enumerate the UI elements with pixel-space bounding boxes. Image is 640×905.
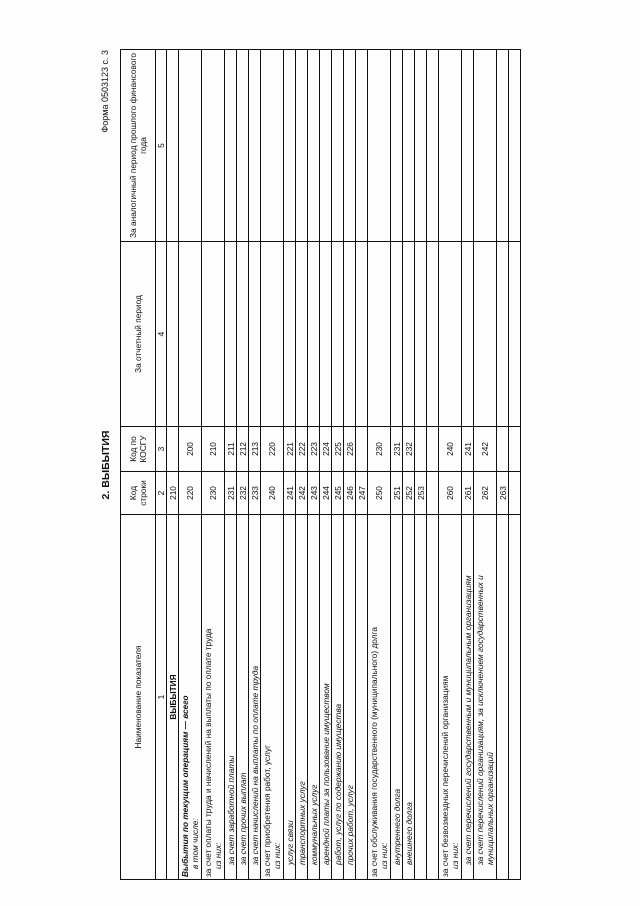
indicator-label: за счет обслуживания государственного (муниципального) долга bbox=[369, 626, 379, 877]
kosgu-code: 231 bbox=[391, 427, 403, 472]
previous-period-value bbox=[332, 50, 344, 242]
col-number: 2 bbox=[156, 472, 167, 515]
table-row bbox=[462, 50, 474, 880]
col-number: 4 bbox=[156, 242, 167, 427]
current-period-value bbox=[225, 242, 237, 427]
line-code: 230 bbox=[202, 472, 225, 515]
kosgu-code: 225 bbox=[332, 427, 344, 472]
current-period-value bbox=[320, 242, 332, 427]
indicator-name bbox=[179, 515, 202, 880]
current-period-value bbox=[462, 242, 474, 427]
table-row bbox=[439, 50, 462, 880]
line-code: 241 bbox=[284, 472, 296, 515]
indicator-name bbox=[497, 515, 509, 880]
header-kosgu-code: Код по КОСГУ bbox=[121, 427, 156, 472]
indicator-name bbox=[202, 515, 225, 880]
header-line-code: Код строки bbox=[121, 472, 156, 515]
kosgu-code: 213 bbox=[249, 427, 261, 472]
previous-period-value bbox=[509, 50, 521, 242]
kosgu-code: 210 bbox=[202, 427, 225, 472]
previous-period-value bbox=[403, 50, 415, 242]
indicator-name bbox=[474, 515, 497, 880]
table-row bbox=[356, 50, 368, 880]
indicator-name bbox=[462, 515, 474, 880]
current-period-value bbox=[474, 242, 497, 427]
previous-period-value bbox=[320, 50, 332, 242]
table-row bbox=[403, 50, 415, 880]
previous-period-value bbox=[427, 50, 439, 242]
indicator-name bbox=[237, 515, 249, 880]
current-period-value bbox=[202, 242, 225, 427]
current-period-value bbox=[332, 242, 344, 427]
line-code bbox=[509, 472, 521, 515]
indicator-sublabel: в том числе: bbox=[190, 818, 200, 869]
indicator-label: за счет прочих выплат bbox=[237, 772, 248, 865]
table-row bbox=[344, 50, 356, 880]
previous-period-value bbox=[308, 50, 320, 242]
kosgu-code: 211 bbox=[225, 427, 237, 472]
line-code: 245 bbox=[332, 472, 344, 515]
current-period-value bbox=[179, 242, 202, 427]
table-row bbox=[415, 50, 427, 880]
indicator-sublabel: из них: bbox=[213, 842, 223, 869]
indicator-name bbox=[368, 515, 391, 880]
indicator-name bbox=[427, 515, 439, 880]
kosgu-code bbox=[497, 427, 509, 472]
indicator-name bbox=[439, 515, 462, 880]
current-period-value bbox=[497, 242, 509, 427]
indicator-name bbox=[225, 515, 237, 880]
previous-period-value bbox=[179, 50, 202, 242]
table-row bbox=[509, 50, 521, 880]
table-row bbox=[261, 50, 284, 880]
previous-period-value bbox=[368, 50, 391, 242]
table-row bbox=[225, 50, 237, 880]
current-period-value bbox=[249, 242, 261, 427]
col-number: 3 bbox=[156, 427, 167, 472]
table-row bbox=[427, 50, 439, 880]
kosgu-code: 232 bbox=[403, 427, 415, 472]
header-previous-period: За аналогичный период прошлого финансового года bbox=[121, 50, 156, 242]
indicator-label: за счет оплаты труда и начислений на выплаты по оплате труда bbox=[203, 628, 213, 877]
kosgu-code bbox=[356, 427, 368, 472]
indicator-label: внутреннего долга bbox=[391, 788, 402, 865]
previous-period-value bbox=[474, 50, 497, 242]
line-code bbox=[427, 472, 439, 515]
previous-period-value bbox=[391, 50, 403, 242]
indicator-name bbox=[509, 515, 521, 880]
indicator-label: внешнего долга bbox=[403, 802, 414, 865]
line-code: 261 bbox=[462, 472, 474, 515]
current-period-value bbox=[308, 242, 320, 427]
line-code: 210 bbox=[167, 472, 179, 515]
current-period-value bbox=[261, 242, 284, 427]
table-row bbox=[474, 50, 497, 880]
indicator-name bbox=[308, 515, 320, 880]
current-period-value bbox=[403, 242, 415, 427]
form-code: Форма 0503123 с. 3 bbox=[100, 50, 110, 133]
line-code: 262 bbox=[474, 472, 497, 515]
indicator-label: ВЫБЫТИЯ bbox=[167, 674, 178, 720]
line-code: 250 bbox=[368, 472, 391, 515]
current-period-value bbox=[296, 242, 308, 427]
table-row bbox=[296, 50, 308, 880]
indicator-name bbox=[167, 515, 179, 880]
current-period-value bbox=[344, 242, 356, 427]
indicator-label: за счет перечислений государственным и муниципальным организациям bbox=[462, 575, 473, 865]
indicator-label: за счет заработной платы bbox=[225, 755, 236, 865]
previous-period-value bbox=[497, 50, 509, 242]
indicator-name bbox=[415, 515, 427, 880]
previous-period-value bbox=[415, 50, 427, 242]
indicator-name bbox=[391, 515, 403, 880]
indicator-label: Выбытия по текущим операциям — всего bbox=[180, 695, 190, 877]
line-code: 231 bbox=[225, 472, 237, 515]
current-period-value bbox=[284, 242, 296, 427]
indicator-label: за счет перечислений организациям, за исключением государственных и муниципальных организаций bbox=[475, 575, 495, 865]
indicator-sublabel: из них: bbox=[379, 842, 389, 869]
indicator-sublabel: из них: bbox=[450, 842, 460, 869]
col-number: 1 bbox=[156, 515, 167, 880]
current-period-value bbox=[368, 242, 391, 427]
table-row bbox=[332, 50, 344, 880]
previous-period-value bbox=[249, 50, 261, 242]
current-period-value bbox=[415, 242, 427, 427]
rotated-form bbox=[100, 50, 600, 880]
indicator-name bbox=[344, 515, 356, 880]
table-row bbox=[237, 50, 249, 880]
previous-period-value bbox=[296, 50, 308, 242]
table-row bbox=[284, 50, 296, 880]
indicator-name bbox=[332, 515, 344, 880]
previous-period-value bbox=[202, 50, 225, 242]
kosgu-code bbox=[427, 427, 439, 472]
indicator-name bbox=[284, 515, 296, 880]
indicator-name bbox=[261, 515, 284, 880]
line-code: 232 bbox=[237, 472, 249, 515]
kosgu-code bbox=[415, 427, 427, 472]
kosgu-code: 240 bbox=[439, 427, 462, 472]
kosgu-code: 223 bbox=[308, 427, 320, 472]
table-row bbox=[368, 50, 391, 880]
line-code: 246 bbox=[344, 472, 356, 515]
current-period-value bbox=[356, 242, 368, 427]
indicator-label: работ, услуг по содержанию имущества bbox=[332, 703, 343, 865]
column-number-row bbox=[156, 50, 167, 880]
kosgu-code bbox=[167, 427, 179, 472]
previous-period-value bbox=[344, 50, 356, 242]
table-row bbox=[497, 50, 509, 880]
indicator-label: за счет приобретения работ, услуг bbox=[262, 744, 272, 877]
previous-period-value bbox=[237, 50, 249, 242]
table-row bbox=[320, 50, 332, 880]
indicator-label: транспортных услуг bbox=[296, 781, 307, 865]
current-period-value bbox=[509, 242, 521, 427]
line-code: 233 bbox=[249, 472, 261, 515]
col-number: 5 bbox=[156, 50, 167, 242]
kosgu-code: 226 bbox=[344, 427, 356, 472]
line-code: 252 bbox=[403, 472, 415, 515]
kosgu-code: 200 bbox=[179, 427, 202, 472]
indicator-name bbox=[249, 515, 261, 880]
previous-period-value bbox=[261, 50, 284, 242]
table-row bbox=[308, 50, 320, 880]
section-title: 2. ВЫБЫТИЯ bbox=[100, 430, 112, 500]
kosgu-code: 224 bbox=[320, 427, 332, 472]
indicator-name bbox=[296, 515, 308, 880]
kosgu-code: 220 bbox=[261, 427, 284, 472]
line-code: 242 bbox=[296, 472, 308, 515]
indicator-name bbox=[320, 515, 332, 880]
previous-period-value bbox=[356, 50, 368, 242]
table-row bbox=[167, 50, 179, 880]
line-code: 260 bbox=[439, 472, 462, 515]
table-header-row bbox=[121, 50, 156, 880]
kosgu-code: 241 bbox=[462, 427, 474, 472]
current-period-value bbox=[427, 242, 439, 427]
indicator-sublabel: из них: bbox=[272, 842, 282, 869]
line-code: 263 bbox=[497, 472, 509, 515]
table-row bbox=[202, 50, 225, 880]
line-code: 253 bbox=[415, 472, 427, 515]
line-code: 251 bbox=[391, 472, 403, 515]
current-period-value bbox=[237, 242, 249, 427]
previous-period-value bbox=[439, 50, 462, 242]
kosgu-code: 221 bbox=[284, 427, 296, 472]
line-code: 220 bbox=[179, 472, 202, 515]
current-period-value bbox=[391, 242, 403, 427]
indicator-label: арендной платы за пользование имуществом bbox=[320, 683, 331, 865]
line-code: 240 bbox=[261, 472, 284, 515]
kosgu-code: 222 bbox=[296, 427, 308, 472]
indicator-label: коммунальных услуг bbox=[308, 784, 319, 865]
current-period-value bbox=[439, 242, 462, 427]
previous-period-value bbox=[284, 50, 296, 242]
previous-period-value bbox=[462, 50, 474, 242]
kosgu-code: 242 bbox=[474, 427, 497, 472]
line-code: 243 bbox=[308, 472, 320, 515]
kosgu-code: 212 bbox=[237, 427, 249, 472]
current-period-value bbox=[167, 242, 179, 427]
kosgu-code: 230 bbox=[368, 427, 391, 472]
indicator-label: за счет безвозмездных перечислений организациям bbox=[440, 675, 450, 877]
header-current-period: За отчетный период bbox=[121, 242, 156, 427]
previous-period-value bbox=[225, 50, 237, 242]
indicator-label: услуг связи bbox=[284, 820, 295, 865]
indicator-label: прочих работ, услуг bbox=[344, 785, 355, 865]
outflows-table bbox=[120, 49, 521, 880]
table-row bbox=[391, 50, 403, 880]
line-code: 247 bbox=[356, 472, 368, 515]
indicator-name bbox=[403, 515, 415, 880]
header-name: Наименование показателя bbox=[121, 515, 156, 880]
line-code: 244 bbox=[320, 472, 332, 515]
table-row bbox=[249, 50, 261, 880]
previous-period-value bbox=[167, 50, 179, 242]
kosgu-code bbox=[509, 427, 521, 472]
table-row bbox=[179, 50, 202, 880]
indicator-name bbox=[356, 515, 368, 880]
indicator-label: за счет начислений на выплаты по оплате труда bbox=[249, 665, 260, 865]
